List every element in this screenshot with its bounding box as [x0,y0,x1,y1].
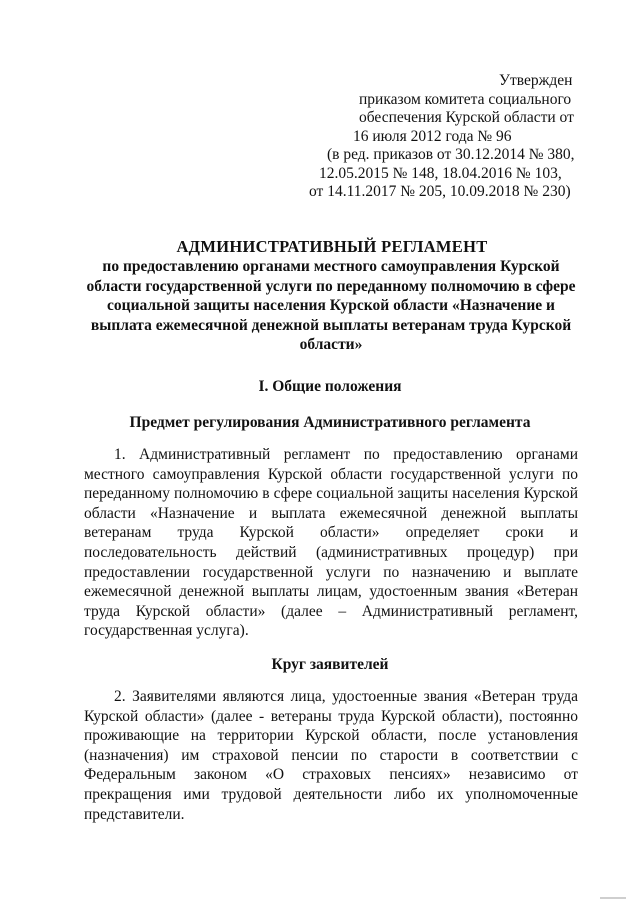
approval-line-date: 16 июля 2012 года № 96 [353,127,512,145]
paragraph-2 [84,687,578,824]
approval-line-revisions-2: 12.05.2015 № 148, 18.04.2016 № 103, [319,164,562,182]
approval-line-revisions-3: от 14.11.2017 № 205, 10.09.2018 № 230) [309,183,571,200]
paragraph-1-text: 1. Административный регламент по предоставлению органами местного самоуправления Курской области государственной услуги по переданному полномочию в сфере социальной защиты населения Курской области «Назначение и выплата ежемесячной денежной выплаты ветеранам труда Курской области» определяет сроки и последовательность действий (административных процедур) при предоставлении государственной услуги по назначению и выплате ежемесячной денежной выплаты лицам, удостоенным звания «Ветеран труда Курской области» (далее – Административный регламент, государственная услуга). [84,446,578,640]
section-heading-applicants: Круг заявителей [271,656,389,673]
paragraph-1 [84,445,578,641]
approval-line-approved: Утвержден [499,72,573,89]
approval-block [300,72,600,202]
section-heading-general: I. Общие положения [258,378,402,395]
approval-line-order: приказом комитета социального [359,90,572,108]
section-subheading-subject: Предмет регулирования Административного регламента [129,414,531,431]
paragraph-2-text: 2. Заявителями являются лица, удостоенные звания «Ветеран труда Курской области» (далее - ветераны труда Курской области), постоянно проживающие на территории Курской области, после установления (назначения) им страховой пенсии по старости в соответствии с Федеральным законом «О страховых пенсиях» независимо от прекращения ими трудовой деятельности либо их уполномоченные представители. [84,688,578,823]
scan-mark [600,897,626,899]
document-subtitle: по предоставлению органами местного самоуправления Курской области государственной услуги по переданному полномочию в сфере социальной защиты населения Курской области «Назначение и выплата ежемесячной денежной выплаты ветеранам труда Курской области» [86,258,576,353]
document-title: АДМИНИСТРАТИВНЫЙ РЕГЛАМЕНТ [176,237,488,256]
approval-line-revisions-1: (в ред. приказов от 30.12.2014 № 380, [327,146,575,163]
approval-line-committee: обеспечения Курской области от [359,109,574,126]
